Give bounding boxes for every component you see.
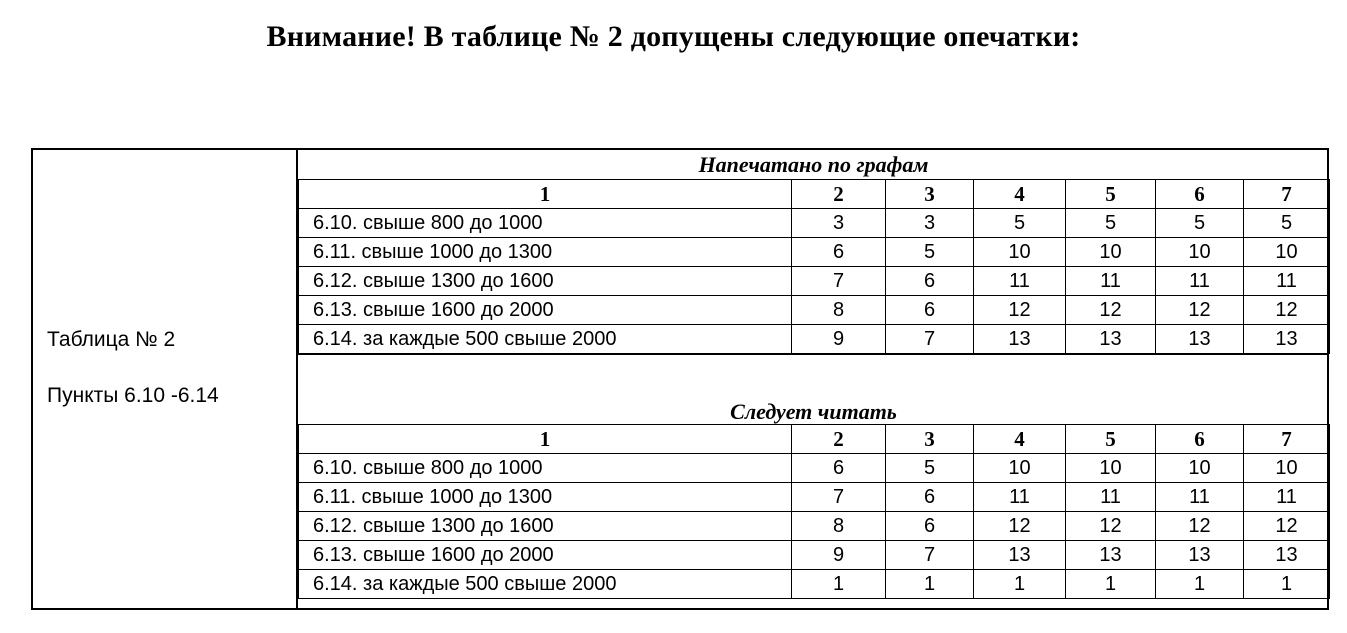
table-row	[299, 209, 1330, 238]
corrected-section	[298, 396, 1329, 599]
value-cell: 1	[1156, 570, 1244, 599]
column-header-row	[299, 425, 1330, 454]
column-header: 7	[1244, 180, 1330, 209]
value-cell: 12	[1066, 512, 1156, 541]
value-cell: 8	[792, 512, 886, 541]
value-cell: 12	[1156, 512, 1244, 541]
value-cell: 7	[886, 541, 974, 570]
value-cell: 13	[1244, 541, 1330, 570]
value-cell: 9	[792, 541, 886, 570]
table-row	[299, 325, 1330, 354]
errata-table	[31, 148, 1329, 610]
value-cell: 10	[1244, 238, 1330, 267]
value-cell: 1	[1066, 570, 1156, 599]
value-cell: 10	[1156, 238, 1244, 267]
column-header: 5	[1066, 180, 1156, 209]
value-cell: 10	[1066, 454, 1156, 483]
value-cell: 5	[1244, 209, 1330, 238]
table-row	[299, 454, 1330, 483]
value-cell: 5	[1156, 209, 1244, 238]
table-row	[299, 296, 1330, 325]
page-title: Внимание! В таблице № 2 допущены следующие опечатки:	[266, 20, 1081, 53]
table-row	[299, 541, 1330, 570]
table-number-label: Таблица № 2	[47, 328, 176, 351]
column-header-row	[299, 180, 1330, 209]
value-cell: 13	[1244, 325, 1330, 354]
value-cell: 11	[1244, 267, 1330, 296]
table-row	[299, 267, 1330, 296]
value-cell: 6	[886, 512, 974, 541]
value-cell: 10	[974, 454, 1066, 483]
value-cell: 12	[974, 512, 1066, 541]
row-description: 6.12. свыше 1300 до 1600	[299, 267, 792, 296]
value-cell: 5	[886, 454, 974, 483]
value-cell: 11	[1066, 483, 1156, 512]
value-cell: 13	[1156, 541, 1244, 570]
value-cell: 12	[1244, 512, 1330, 541]
column-header: 6	[1156, 425, 1244, 454]
column-header: 3	[886, 425, 974, 454]
value-cell: 10	[1244, 454, 1330, 483]
value-cell: 7	[792, 483, 886, 512]
value-cell: 12	[1156, 296, 1244, 325]
column-header: 2	[792, 425, 886, 454]
value-cell: 3	[792, 209, 886, 238]
value-cell: 6	[886, 296, 974, 325]
value-cell: 1	[792, 570, 886, 599]
value-cell: 6	[792, 454, 886, 483]
value-cell: 6	[886, 267, 974, 296]
value-cell: 3	[886, 209, 974, 238]
value-cell: 7	[792, 267, 886, 296]
value-cell: 1	[1244, 570, 1330, 599]
printed-section	[298, 150, 1329, 355]
items-range-label: Пункты 6.10 -6.14	[47, 384, 219, 407]
value-cell: 9	[792, 325, 886, 354]
row-description: 6.14. за каждые 500 свыше 2000	[299, 325, 792, 354]
value-cell: 11	[974, 267, 1066, 296]
column-header: 1	[299, 180, 792, 209]
value-cell: 8	[792, 296, 886, 325]
value-cell: 11	[1066, 267, 1156, 296]
value-cell: 10	[974, 238, 1066, 267]
value-cell: 12	[974, 296, 1066, 325]
value-cell: 11	[974, 483, 1066, 512]
column-header: 2	[792, 180, 886, 209]
table-row	[299, 238, 1330, 267]
printed-heading: Напечатано по графам	[698, 152, 929, 177]
row-description: 6.11. свыше 1000 до 1300	[299, 238, 792, 267]
table-row	[299, 483, 1330, 512]
value-cell: 1	[886, 570, 974, 599]
value-cell: 13	[1066, 325, 1156, 354]
value-cell: 13	[1066, 541, 1156, 570]
value-cell: 13	[974, 541, 1066, 570]
column-header: 4	[974, 180, 1066, 209]
value-cell: 6	[792, 238, 886, 267]
row-description: 6.13. свыше 1600 до 2000	[299, 541, 792, 570]
table-reference-cell	[33, 150, 298, 608]
value-cell: 1	[974, 570, 1066, 599]
row-description: 6.10. свыше 800 до 1000	[299, 454, 792, 483]
column-header: 7	[1244, 425, 1330, 454]
value-cell: 13	[974, 325, 1066, 354]
value-cell: 5	[1066, 209, 1156, 238]
table-row	[299, 512, 1330, 541]
value-cell: 10	[1156, 454, 1244, 483]
value-cell: 11	[1244, 483, 1330, 512]
printed-table	[298, 179, 1330, 354]
value-cell: 12	[1066, 296, 1156, 325]
row-description: 6.10. свыше 800 до 1000	[299, 209, 792, 238]
column-header: 3	[886, 180, 974, 209]
row-description: 6.12. свыше 1300 до 1600	[299, 512, 792, 541]
column-header: 6	[1156, 180, 1244, 209]
column-header: 5	[1066, 425, 1156, 454]
row-description: 6.13. свыше 1600 до 2000	[299, 296, 792, 325]
value-cell: 10	[1066, 238, 1156, 267]
value-cell: 5	[886, 238, 974, 267]
value-cell: 11	[1156, 483, 1244, 512]
row-description: 6.11. свыше 1000 до 1300	[299, 483, 792, 512]
value-cell: 12	[1244, 296, 1330, 325]
value-cell: 5	[974, 209, 1066, 238]
row-description: 6.14. за каждые 500 свыше 2000	[299, 570, 792, 599]
value-cell: 11	[1156, 267, 1244, 296]
corrected-heading: Следует читать	[730, 399, 897, 424]
value-cell: 7	[886, 325, 974, 354]
value-cell: 13	[1156, 325, 1244, 354]
value-cell: 6	[886, 483, 974, 512]
table-row	[299, 570, 1330, 599]
column-header: 4	[974, 425, 1066, 454]
column-header: 1	[299, 425, 792, 454]
corrected-table	[298, 424, 1330, 599]
